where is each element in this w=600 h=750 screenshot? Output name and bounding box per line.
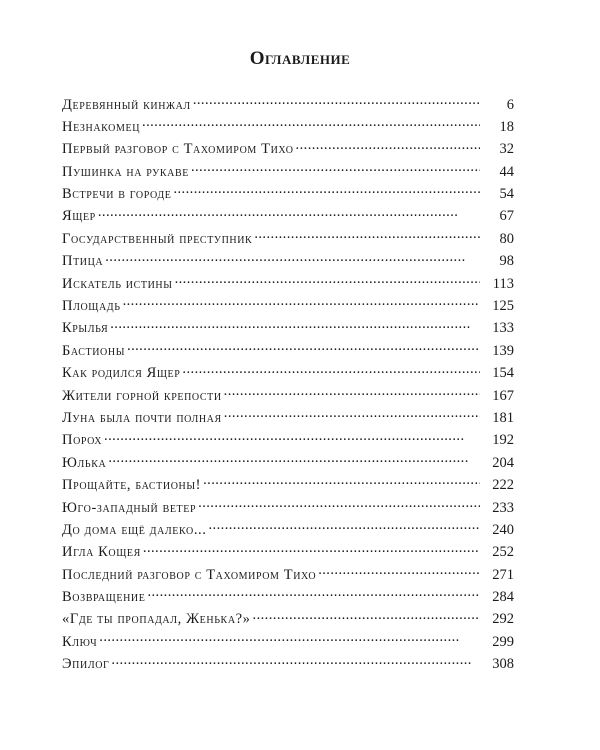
toc-entry-title: «Где ты пропадал, Женька?»	[62, 611, 251, 628]
dot-leader	[123, 296, 480, 311]
toc-entry	[62, 542, 514, 564]
toc-entry-page: 284	[492, 589, 514, 606]
table-of-contents	[62, 94, 514, 676]
toc-entry	[62, 564, 514, 586]
dot-leader	[203, 475, 480, 490]
dot-leader	[253, 609, 480, 624]
toc-entry-title: Игла Кощея	[62, 544, 141, 561]
toc-entry-page: 240	[492, 521, 514, 538]
toc-entry-page: 271	[492, 566, 514, 583]
toc-entry-title: Как родился Ящер	[62, 365, 181, 382]
toc-entry-page: 18	[499, 118, 514, 135]
toc-entry-title: Юлька	[62, 454, 107, 471]
toc-entry	[62, 318, 514, 340]
dot-leader	[147, 587, 480, 602]
toc-entry	[62, 228, 514, 250]
toc-entry-title: Деревянный кинжал	[62, 96, 191, 113]
toc-entry-page: 44	[499, 163, 514, 180]
toc-entry	[62, 385, 514, 407]
toc-entry-page: 233	[492, 499, 514, 516]
toc-entry-page: 308	[492, 656, 514, 673]
dot-leader	[98, 206, 480, 221]
toc-entry-page: 252	[492, 544, 514, 561]
toc-entry-title: Площадь	[62, 298, 121, 315]
dot-leader	[209, 519, 481, 534]
toc-entry-page: 299	[492, 633, 514, 650]
dot-leader	[111, 654, 480, 669]
toc-entry-title: Искатель истины	[62, 275, 173, 292]
dot-leader	[182, 363, 480, 378]
toc-entry	[62, 94, 514, 116]
dot-leader	[318, 564, 480, 579]
toc-entry-title: Птица	[62, 253, 104, 270]
toc-entry-page: 98	[499, 253, 514, 270]
toc-entry-title: Юго-западный ветер	[62, 499, 197, 516]
toc-entry	[62, 407, 514, 429]
toc-entry-title: Встречи в городе	[62, 186, 172, 203]
toc-entry-title: Эпилог	[62, 656, 110, 673]
dot-leader	[110, 318, 480, 333]
toc-entry-page: 154	[492, 365, 514, 382]
toc-entry-title: Первый разговор с Тахомиром Тихо	[62, 141, 294, 158]
toc-entry	[62, 273, 514, 295]
dot-leader	[198, 497, 480, 512]
toc-entry	[62, 631, 514, 653]
toc-entry-page: 32	[499, 141, 514, 158]
toc-entry	[62, 654, 514, 676]
toc-entry	[62, 161, 514, 183]
dot-leader	[191, 161, 480, 176]
page-title: Оглавление	[249, 48, 351, 69]
toc-entry-page: 6	[506, 96, 514, 113]
toc-entry	[62, 340, 514, 362]
toc-entry-title: Жители горной крепости	[62, 387, 222, 404]
dot-leader	[99, 631, 480, 646]
dot-leader	[224, 385, 480, 400]
toc-entry-page: 204	[492, 454, 514, 471]
toc-entry	[62, 452, 514, 474]
dot-leader	[142, 116, 480, 131]
toc-entry-page: 113	[492, 275, 514, 292]
toc-entry-page: 67	[499, 208, 514, 225]
dot-leader	[296, 139, 480, 154]
toc-entry-page: 222	[492, 477, 514, 494]
dot-leader	[104, 430, 480, 445]
toc-entry-title: Незнакомец	[62, 118, 141, 135]
toc-entry-title: Крылья	[62, 320, 109, 337]
dot-leader	[127, 340, 480, 355]
dot-leader	[143, 542, 480, 557]
toc-entry-title: Пушинка на рукаве	[62, 163, 189, 180]
toc-entry-title: До дома ещё далеко...	[62, 521, 207, 538]
toc-entry-page: 80	[499, 230, 514, 247]
dot-leader	[173, 184, 480, 199]
toc-entry-title: Прощайте, бастионы!	[62, 477, 202, 494]
toc-entry	[62, 251, 514, 273]
toc-entry-title: Бастионы	[62, 342, 126, 359]
toc-entry	[62, 363, 514, 385]
toc-entry	[62, 587, 514, 609]
toc-entry	[62, 519, 514, 541]
dot-leader	[108, 452, 480, 467]
toc-entry-page: 139	[492, 342, 514, 359]
toc-entry-page: 54	[499, 186, 514, 203]
toc-entry	[62, 296, 514, 318]
toc-entry	[62, 184, 514, 206]
toc-entry-page: 292	[492, 611, 514, 628]
toc-entry-page: 192	[492, 432, 514, 449]
toc-entry-title: Возвращение	[62, 589, 146, 606]
dot-leader	[175, 273, 480, 288]
toc-entry	[62, 475, 514, 497]
dot-leader	[224, 407, 480, 422]
toc-entry-page: 167	[492, 387, 514, 404]
toc-entry	[62, 139, 514, 161]
toc-entry-title: Ключ	[62, 633, 98, 650]
toc-entry	[62, 497, 514, 519]
toc-entry	[62, 116, 514, 138]
dot-leader	[105, 251, 480, 266]
toc-entry-title: Последний разговор с Тахомиром Тихо	[62, 566, 317, 583]
toc-entry	[62, 609, 514, 631]
toc-entry-page: 133	[492, 320, 514, 337]
toc-entry-page: 181	[492, 409, 514, 426]
dot-leader	[254, 228, 480, 243]
toc-entry	[62, 206, 514, 228]
dot-leader	[193, 94, 480, 109]
toc-entry-title: Государственный преступник	[62, 230, 253, 247]
toc-entry-page: 125	[492, 298, 514, 315]
toc-entry-title: Луна была почти полная	[62, 409, 222, 426]
toc-entry-title: Порох	[62, 432, 103, 449]
toc-entry	[62, 430, 514, 452]
toc-entry-title: Ящер	[62, 208, 96, 225]
